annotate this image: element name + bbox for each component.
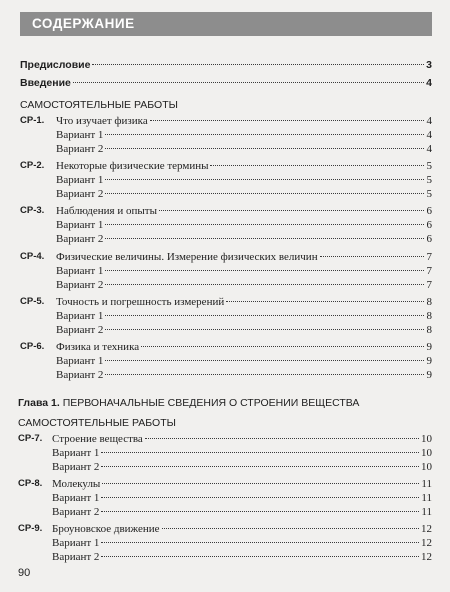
- toc-entry-label: Вариант 2: [56, 233, 104, 245]
- dot-leader: [210, 165, 424, 166]
- toc-entry-preface[interactable]: [20, 58, 432, 72]
- toc-entry-label: Вариант 1: [52, 492, 100, 504]
- toc-page-number: 6: [426, 233, 432, 245]
- toc-entry-label: Вариант 2: [56, 279, 104, 291]
- toc-page-number: 10: [421, 447, 432, 459]
- toc-page-number: 6: [426, 219, 432, 231]
- toc-entry-variant[interactable]: [52, 446, 432, 460]
- toc-entry-label: Вариант 2: [52, 461, 100, 473]
- toc-entry-work[interactable]: [56, 114, 432, 128]
- chapter-label: Глава 1.: [18, 397, 60, 409]
- dot-leader: [105, 374, 424, 375]
- dot-leader: [105, 329, 424, 330]
- toc-entry-variant[interactable]: [56, 354, 432, 368]
- toc-entry-work[interactable]: [52, 432, 432, 446]
- dot-leader: [159, 210, 424, 211]
- dot-leader: [101, 452, 419, 453]
- toc-entry-label: Вариант 1: [56, 219, 104, 231]
- toc-entry-label: Вариант 1: [56, 310, 104, 322]
- toc-entry-variant[interactable]: [56, 368, 432, 382]
- toc-entry-variant[interactable]: [56, 128, 432, 142]
- toc-entry-label: Строение вещества: [52, 433, 143, 445]
- dot-leader: [73, 82, 424, 83]
- section-heading: САМОСТОЯТЕЛЬНЫЕ РАБОТЫ: [18, 417, 176, 429]
- toc-entry-label: Что изучает физика: [56, 115, 148, 127]
- dot-leader: [101, 511, 419, 512]
- toc-entry-label: Физика и техника: [56, 341, 140, 353]
- dot-leader: [105, 148, 424, 149]
- work-code: СР-3.: [20, 205, 45, 216]
- toc-entry-variant[interactable]: [56, 309, 432, 323]
- toc-entry-variant[interactable]: [52, 550, 432, 564]
- contents-title: СОДЕРЖАНИЕ: [32, 16, 135, 31]
- toc-entry-variant[interactable]: [52, 536, 432, 550]
- toc-page-number: 8: [426, 324, 432, 336]
- toc-page-number: 7: [426, 251, 432, 263]
- toc-page-number: 4: [426, 115, 432, 127]
- toc-entry-label: Вариант 2: [56, 188, 104, 200]
- toc-page-number: 11: [421, 506, 432, 518]
- toc-entry-work[interactable]: [56, 250, 432, 264]
- toc-entry-work[interactable]: [56, 159, 432, 173]
- toc-page-number: 3: [426, 59, 432, 71]
- toc-entry-label: Введение: [20, 77, 71, 89]
- toc-entry-variant[interactable]: [56, 187, 432, 201]
- section-heading: САМОСТОЯТЕЛЬНЫЕ РАБОТЫ: [20, 99, 178, 111]
- toc-entry-variant[interactable]: [56, 173, 432, 187]
- toc-entry-label: Наблюдения и опыты: [56, 205, 157, 217]
- dot-leader: [145, 438, 419, 439]
- work-code: СР-7.: [18, 433, 43, 444]
- toc-entry-variant[interactable]: [52, 505, 432, 519]
- toc-entry-label: Вариант 2: [56, 369, 104, 381]
- chapter-heading: [18, 396, 359, 410]
- dot-leader: [101, 497, 419, 498]
- toc-entry-label: Вариант 2: [56, 324, 104, 336]
- page-number: 90: [18, 567, 31, 579]
- toc-page-number: 7: [426, 279, 432, 291]
- dot-leader: [102, 483, 419, 484]
- toc-entry-work[interactable]: [56, 204, 432, 218]
- dot-leader: [150, 120, 424, 121]
- dot-leader: [320, 256, 424, 257]
- toc-entry-introduction[interactable]: [20, 76, 432, 90]
- toc-page-number: 11: [421, 478, 432, 490]
- toc-page-number: 12: [421, 523, 432, 535]
- dot-leader: [105, 134, 424, 135]
- toc-entry-label: Вариант 1: [56, 355, 104, 367]
- toc-entry-variant[interactable]: [52, 460, 432, 474]
- work-code: СР-6.: [20, 341, 45, 352]
- dot-leader: [105, 315, 424, 316]
- toc-entry-label: Вариант 2: [52, 506, 100, 518]
- toc-entry-work[interactable]: [56, 295, 432, 309]
- dot-leader: [162, 528, 419, 529]
- toc-entry-variant[interactable]: [56, 218, 432, 232]
- toc-entry-label: Вариант 1: [56, 265, 104, 277]
- toc-entry-variant[interactable]: [56, 142, 432, 156]
- work-code: СР-2.: [20, 160, 45, 171]
- toc-page-number: 5: [426, 160, 432, 172]
- toc-entry-label: Молекулы: [52, 478, 101, 490]
- dot-leader: [92, 64, 424, 65]
- toc-entry-label: Вариант 2: [52, 551, 100, 563]
- toc-entry-work[interactable]: [52, 477, 432, 491]
- toc-entry-label: Вариант 1: [52, 537, 100, 549]
- toc-page-number: 5: [426, 174, 432, 186]
- dot-leader: [141, 346, 424, 347]
- toc-entry-work[interactable]: [56, 340, 432, 354]
- toc-entry-label: Вариант 2: [56, 143, 104, 155]
- toc-page-number: 12: [421, 537, 432, 549]
- toc-entry-label: Предисловие: [20, 59, 91, 71]
- toc-entry-variant[interactable]: [56, 264, 432, 278]
- dot-leader: [105, 284, 424, 285]
- toc-entry-label: Точность и погрешность измерений: [56, 296, 225, 308]
- dot-leader: [105, 360, 424, 361]
- toc-page-number: 6: [426, 205, 432, 217]
- work-code: СР-5.: [20, 296, 45, 307]
- dot-leader: [105, 193, 424, 194]
- dot-leader: [105, 179, 424, 180]
- toc-page-number: 7: [426, 265, 432, 277]
- dot-leader: [226, 301, 424, 302]
- dot-leader: [105, 270, 424, 271]
- dot-leader: [101, 466, 419, 467]
- work-code: СР-4.: [20, 251, 45, 262]
- toc-page-number: 5: [426, 188, 432, 200]
- toc-page-number: 8: [426, 296, 432, 308]
- toc-entry-label: Вариант 1: [56, 174, 104, 186]
- toc-entry-label: Броуновское движение: [52, 523, 160, 535]
- dot-leader: [101, 556, 419, 557]
- work-code: СР-8.: [18, 478, 43, 489]
- toc-page-number: 10: [421, 433, 432, 445]
- contents-banner: [20, 12, 432, 36]
- work-code: СР-1.: [20, 115, 45, 126]
- toc-entry-work[interactable]: [52, 522, 432, 536]
- work-code: СР-9.: [18, 523, 43, 534]
- toc-page-number: 4: [426, 129, 432, 141]
- toc-page-number: 4: [426, 77, 432, 89]
- toc-entry-label: Вариант 1: [52, 447, 100, 459]
- toc-entry-variant[interactable]: [56, 323, 432, 337]
- toc-page-number: 10: [421, 461, 432, 473]
- dot-leader: [105, 224, 424, 225]
- toc-page-number: 4: [426, 143, 432, 155]
- toc-entry-variant[interactable]: [56, 278, 432, 292]
- toc-page-number: 9: [426, 355, 432, 367]
- chapter-title: ПЕРВОНАЧАЛЬНЫЕ СВЕДЕНИЯ О СТРОЕНИИ ВЕЩЕСТВА: [62, 397, 360, 409]
- toc-entry-label: Вариант 1: [56, 129, 104, 141]
- dot-leader: [101, 542, 419, 543]
- toc-entry-variant[interactable]: [56, 232, 432, 246]
- toc-entry-label: Некоторые физические термины: [56, 160, 209, 172]
- toc-entry-label: Физические величины. Измерение физических величин: [56, 251, 318, 263]
- toc-page-number: 8: [426, 310, 432, 322]
- toc-entry-variant[interactable]: [52, 491, 432, 505]
- toc-page-number: 9: [426, 341, 432, 353]
- toc-page-number: 11: [421, 492, 432, 504]
- toc-page-number: 12: [421, 551, 432, 563]
- toc-page-number: 9: [426, 369, 432, 381]
- dot-leader: [105, 238, 424, 239]
